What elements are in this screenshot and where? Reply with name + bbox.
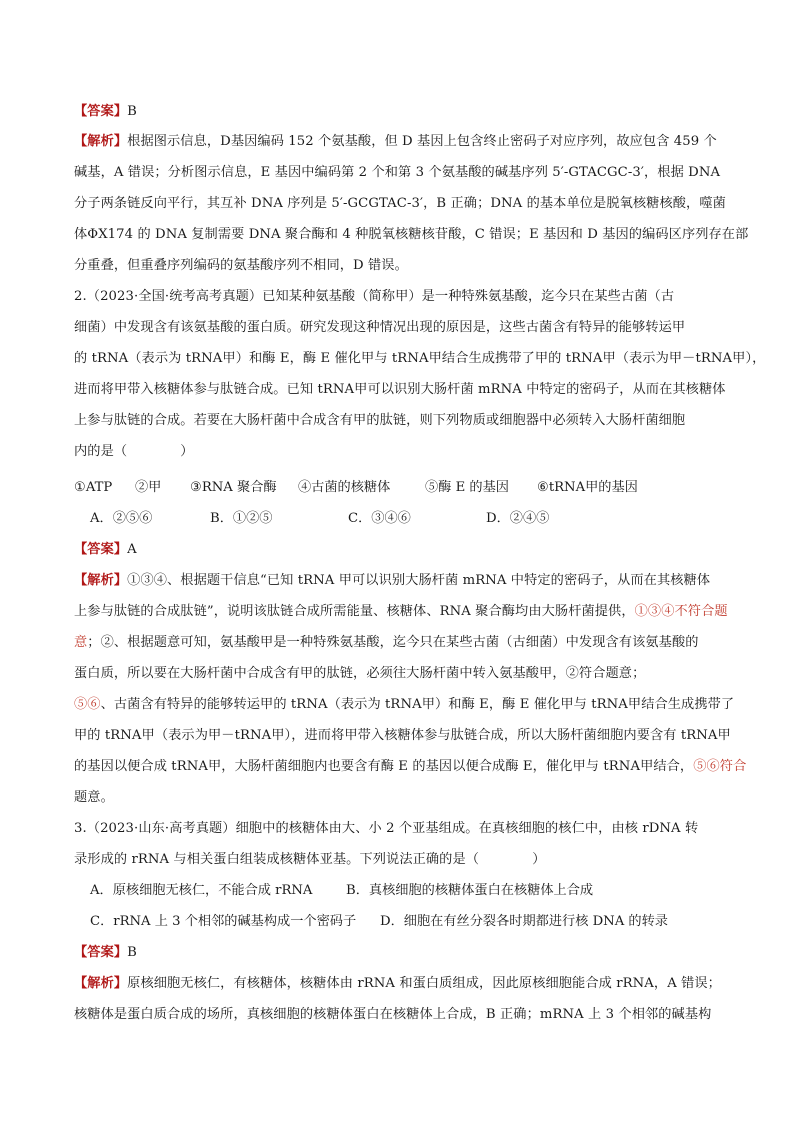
q2-answer: 【答案】A	[74, 542, 137, 557]
q2-analysis-line: 题意。	[74, 790, 114, 805]
q2-analysis-line: 的基因以便合成 tRNA甲，大肠杆菌细胞内也要含有酶 E 的基因以便合成酶 E，催化甲与 tRNA甲结合，⑤⑥符合	[74, 759, 747, 774]
q2-item: ③RNA 聚合酶	[190, 480, 277, 495]
q3-analysis-line: 【解析】原核细胞无核仁，有核糖体，核糖体由 rRNA 和蛋白质组成，因此原核细胞能合成 rRNA，A 错误；	[74, 976, 721, 991]
q2-item: ②甲	[135, 480, 162, 495]
q3-option-b: B．真核细胞的核糖体蛋白在核糖体上合成	[346, 883, 594, 898]
q3-answer: 【答案】B	[74, 945, 137, 960]
q3-option-c: C．rRNA 上 3 个相邻的碱基构成一个密码子	[90, 914, 357, 929]
q3-option-d: D．细胞在有丝分裂各时期都进行核 DNA 的转录	[380, 914, 668, 929]
q2-option-d: D．②④⑤	[486, 511, 550, 526]
q1-analysis-line: 分子两条链反向平行，其互补 DNA 序列是 5′-GCGTAC-3′，B 正确；DNA 的基本单位是脱氧核糖核酸，噬菌	[74, 196, 726, 211]
q2-stem-line: 内的是（ ）	[74, 444, 194, 459]
q2-item: ④古菌的核糖体	[298, 480, 391, 495]
q1-answer: 【答案】B	[74, 104, 137, 119]
q2-stem-line: 上参与肽链的合成。若要在大肠杆菌中合成含有甲的肽链，则下列物质或细胞器中必须转入大肠杆菌细胞	[74, 413, 686, 428]
q2-stem-line: 进而将甲带入核糖体参与肽链合成。已知 tRNA甲可以识别大肠杆菌 mRNA 中特定的密码子，从而在其核糖体	[74, 382, 726, 397]
q3-stem-line: 录形成的 rRNA 与相关蛋白组装成核糖体亚基。下列说法正确的是（ ）	[74, 852, 546, 867]
q2-option-b: B．①②⑤	[210, 511, 273, 526]
q2-analysis-line: 上参与肽链的合成肽链”，说明该肽链合成所需能量、核糖体、RNA 聚合酶均由大肠杆菌提供，①③④不符合题	[74, 604, 728, 619]
q2-stem-line: 2.（2023·全国·统考高考真题）已知某种氨基酸（简称甲）是一种特殊氨基酸，迄今只在某些古菌（古	[74, 289, 675, 304]
q3-analysis-line: 核糖体是蛋白质合成的场所，真核细胞的核糖体蛋白在核糖体上合成，B 正确；mRNA 上 3 个相邻的碱基构	[74, 1007, 712, 1022]
q2-analysis-line: ⑤⑥、古菌含有特异的能够转运甲的 tRNA（表示为 tRNA甲）和酶 E，酶 E 催化甲与 tRNA甲结合生成携带了	[74, 697, 735, 712]
q2-stem-line: 的 tRNA（表示为 tRNA甲）和酶 E，酶 E 催化甲与 tRNA甲结合生成携带了甲的 tRNA甲（表示为甲－tRNA甲），	[74, 351, 766, 366]
q2-analysis-line: 甲的 tRNA甲（表示为甲－tRNA甲），进而将甲带入核糖体参与肽链合成，所以大肠杆菌细胞内要含有 tRNA甲	[74, 728, 731, 743]
q3-stem-line: 3.（2023·山东·高考真题）细胞中的核糖体由大、小 2 个亚基组成。在真核细胞的核仁中，由核 rDNA 转	[74, 821, 699, 836]
q2-item: ⑥tRNA甲的基因	[537, 480, 638, 495]
q1-analysis-line: 【解析】根据图示信息，D基因编码 152 个氨基酸，但 D 基因上包含终止密码子对应序列，故应包含 459 个	[74, 134, 717, 149]
q2-analysis-line: 意；②、根据题意可知，氨基酸甲是一种特殊氨基酸，迄今只在某些古菌（古细菌）中发现含有该氨基酸的	[74, 635, 699, 650]
q1-analysis-line: 分重叠，但重叠序列编码的氨基酸序列不相同，D 错误。	[74, 258, 408, 273]
q2-analysis-line: 【解析】①③④、根据题干信息“已知 tRNA 甲可以识别大肠杆菌 mRNA 中特定的密码子，从而在其核糖体	[74, 573, 711, 588]
q2-item: ⑤酶 E 的基因	[425, 480, 509, 495]
q2-analysis-line: 蛋白质，所以要在大肠杆菌中合成含有甲的肽链，必须往大肠杆菌中转入氨基酸甲，②符合题意；	[74, 666, 646, 681]
q2-option-a: A．②⑤⑥	[90, 511, 153, 526]
q1-analysis-line: 碱基，A 错误；分析图示信息，E 基因中编码第 2 个和第 3 个氨基酸的碱基序列 5′-GTACGC-3′，根据 DNA	[74, 165, 721, 180]
q2-stem-line: 细菌）中发现含有该氨基酸的蛋白质。研究发现这种情况出现的原因是，这些古菌含有特异的能够转运甲	[74, 320, 686, 335]
q2-item: ①ATP	[74, 480, 113, 495]
q2-option-c: C．③④⑥	[348, 511, 411, 526]
q3-option-a: A．原核细胞无核仁，不能合成 rRNA	[90, 883, 313, 898]
q1-analysis-line: 体ΦX174 的 DNA 复制需要 DNA 聚合酶和 4 种脱氧核糖核苷酸，C 错误；E 基因和 D 基因的编码区序列存在部	[74, 227, 749, 242]
